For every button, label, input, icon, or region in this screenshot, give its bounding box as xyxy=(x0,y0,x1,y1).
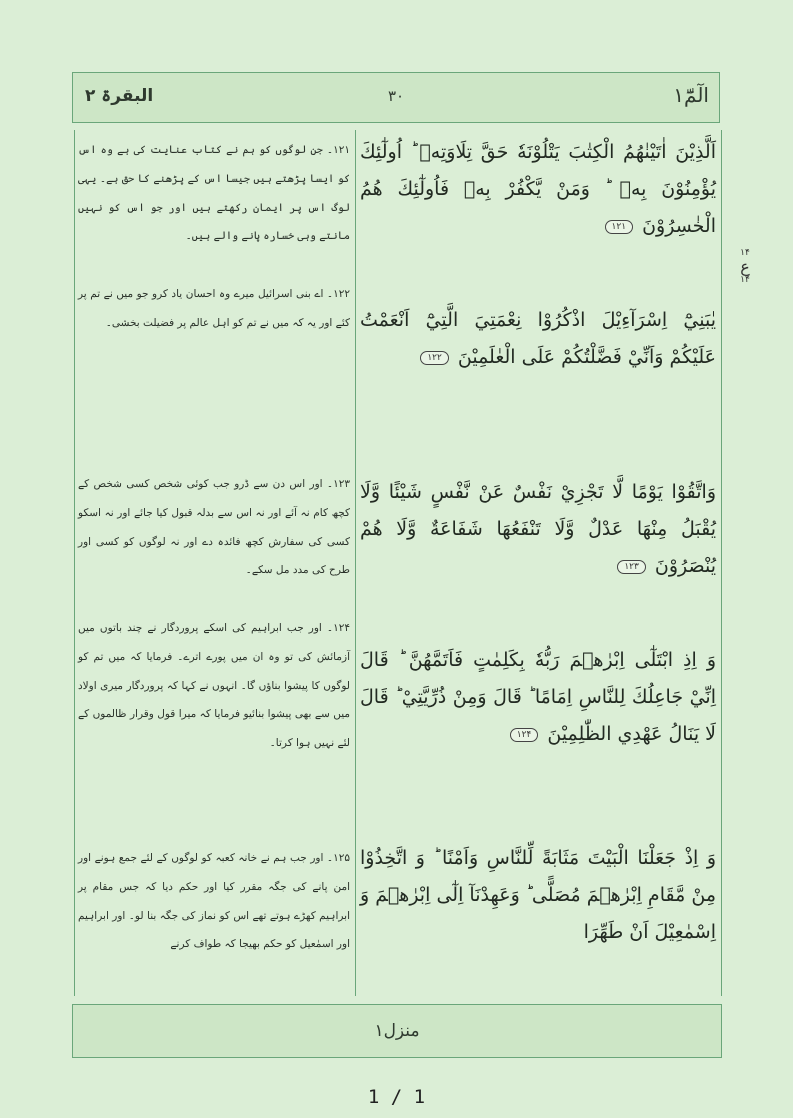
translation-124 xyxy=(78,614,350,758)
ayah-124 xyxy=(360,642,716,753)
ruku-bottom-number: ۱۴ xyxy=(740,275,750,285)
ayah-122 xyxy=(360,302,716,376)
ayah-number-marker: ۱۲۲ xyxy=(420,351,449,365)
arabic-text-column xyxy=(360,134,716,994)
current-page: 1 xyxy=(367,1086,380,1108)
ayah-text: وَ اِذِ ابْتَلٰٓى اِبْرٰهٖمَ رَبُّهٗ بِكَلِمٰتٍ فَاَتَمَّهُنَّ ؕ قَالَ اِنِّيْ جَاعِلُكَ لِلنَّاسِ اِمَامًا ؕ قَالَ وَمِنْ ذُرِّيَّتِيْ ؕ قَالَ لَا يَنَالُ عَهْدِي الظّٰلِمِيْنَ xyxy=(360,649,716,745)
page-number: ۳۰ xyxy=(387,87,405,105)
ayah-text: اَلَّذِيْنَ اٰتَيْنٰهُمُ الْكِتٰبَ يَتْلُوْنَهٗ حَقَّ تِلَاوَتِهٖ ؕ اُولٰٓئِكَ يُؤْمِنُوْنَ بِهٖ ؕ وَمَنْ يَّكْفُرْ بِهٖ فَاُولٰٓئِكَ هُمُ الْخٰسِرُوْنَ xyxy=(360,141,716,237)
translation-text: ۱۲۱۔ جن لوگوں کو ہم نے کتاب عنایت کی ہے وہ اس کو ایسا پڑھتے ہیں جیسا اس کے پڑھنے کا حق ہے۔ یہی لوگ اس پر ایمان رکھتے ہیں اور جو اس کو نہیں مانتے وہی خسارہ پانے والے ہیں۔ xyxy=(78,144,350,243)
ayah-text: وَ اِذْ جَعَلْنَا الْبَيْتَ مَثَابَةً لِّلنَّاسِ وَاَمْنًا ؕ وَ اتَّخِذُوْا مِنْ مَّقَامِ اِبْرٰهٖمَ مُصَلًّى ؕ وَعَهِدْنَآ اِلٰٓى اِبْرٰهٖمَ وَ اِسْمٰعِيْلَ اَنْ طَهِّرَا xyxy=(360,847,716,943)
translation-text: ۱۲۳۔ اور اس دن سے ڈرو جب کوئی شخص کسی شخص کے کچھ کام نہ آئے اور نہ اس سے بدلہ قبول کیا جائے اور نہ اسکو کسی کی سفارش کچھ فائدہ دے اور نہ لوگوں کو کسی اور طرح کی مدد مل سکے۔ xyxy=(78,478,350,577)
page-separator: / xyxy=(390,1086,403,1108)
page-indicator xyxy=(0,1086,793,1108)
ayah-number-marker: ۱۲۴ xyxy=(510,728,539,742)
left-border-line xyxy=(74,130,75,996)
page-header xyxy=(72,72,720,123)
ayah-123 xyxy=(360,474,716,585)
translation-text: ۱۲۲۔ اے بنی اسرائیل میرے وہ احسان یاد کرو جو میں نے تم پر کئے اور یہ کہ میں نے تم کو اہل عالم پر فضیلت بخشی۔ xyxy=(78,288,350,329)
manzil-label: منزل۱ xyxy=(374,1021,420,1041)
total-pages: 1 xyxy=(413,1086,426,1108)
ayah-121 xyxy=(360,134,716,245)
ruku-ain-icon: ع xyxy=(740,257,750,276)
ayah-number-marker: ۱۲۳ xyxy=(617,560,646,574)
translation-123 xyxy=(78,470,350,585)
translation-column xyxy=(78,134,350,994)
ayah-125 xyxy=(360,840,716,951)
ayah-number-marker: ۱۲۱ xyxy=(605,220,634,234)
translation-121 xyxy=(78,136,350,251)
ruku-marker xyxy=(734,248,756,286)
column-divider-line xyxy=(355,130,356,996)
manzil-footer xyxy=(72,1004,722,1058)
translation-text: ۱۲۴۔ اور جب ابراہیم کی اسکے پروردگار نے چند باتوں میں آزمائش کی تو وہ ان میں پورے اترے۔ فرمایا کہ میں تم کو لوگوں کا پیشوا بناؤں گا۔ انہوں نے کہا کہ پروردگار میری اولاد میں سے بھی پیشوا بنائیو فرمایا کہ میرا قول وقرار ظالموں کے لئے نہیں ہوا کرتا۔ xyxy=(78,622,350,750)
translation-122 xyxy=(78,280,350,338)
translation-text: ۱۲۵۔ اور جب ہم نے خانہ کعبہ کو لوگوں کے لئے جمع ہونے اور امن پانے کی جگہ مقرر کیا اور حکم دیا کہ جس مقام پر ابراہیم کھڑے ہوتے تھے اس کو نماز کی جگہ بنا لو۔ اور ابراہیم اور اسمٰعیل کو حکم بھیجا کہ طواف کرنے xyxy=(78,852,350,951)
surah-name: البقرۃ ۲ xyxy=(85,86,154,106)
translation-125 xyxy=(78,844,350,959)
ayah-text: يٰبَنِيْٓ اِسْرَآءِيْلَ اذْكُرُوْا نِعْمَتِيَ الَّتِيْٓ اَنْعَمْتُ عَلَيْكُمْ وَاَنِّيْ فَضَّلْتُكُمْ عَلَى الْعٰلَمِيْنَ xyxy=(360,309,716,368)
ayah-text: وَاتَّقُوْا يَوْمًا لَّا تَجْزِيْ نَفْسٌ عَنْ نَّفْسٍ شَيْئًا وَّلَا يُقْبَلُ مِنْهَا عَدْلٌ وَّلَا تَنْفَعُهَا شَفَاعَةٌ وَّلَا هُمْ يُنْصَرُوْنَ xyxy=(360,481,716,577)
juz-name: الٓمّٓ۱ xyxy=(673,83,709,107)
right-border-line xyxy=(721,130,722,996)
ruku-top-number: ۱۴ xyxy=(740,248,750,258)
